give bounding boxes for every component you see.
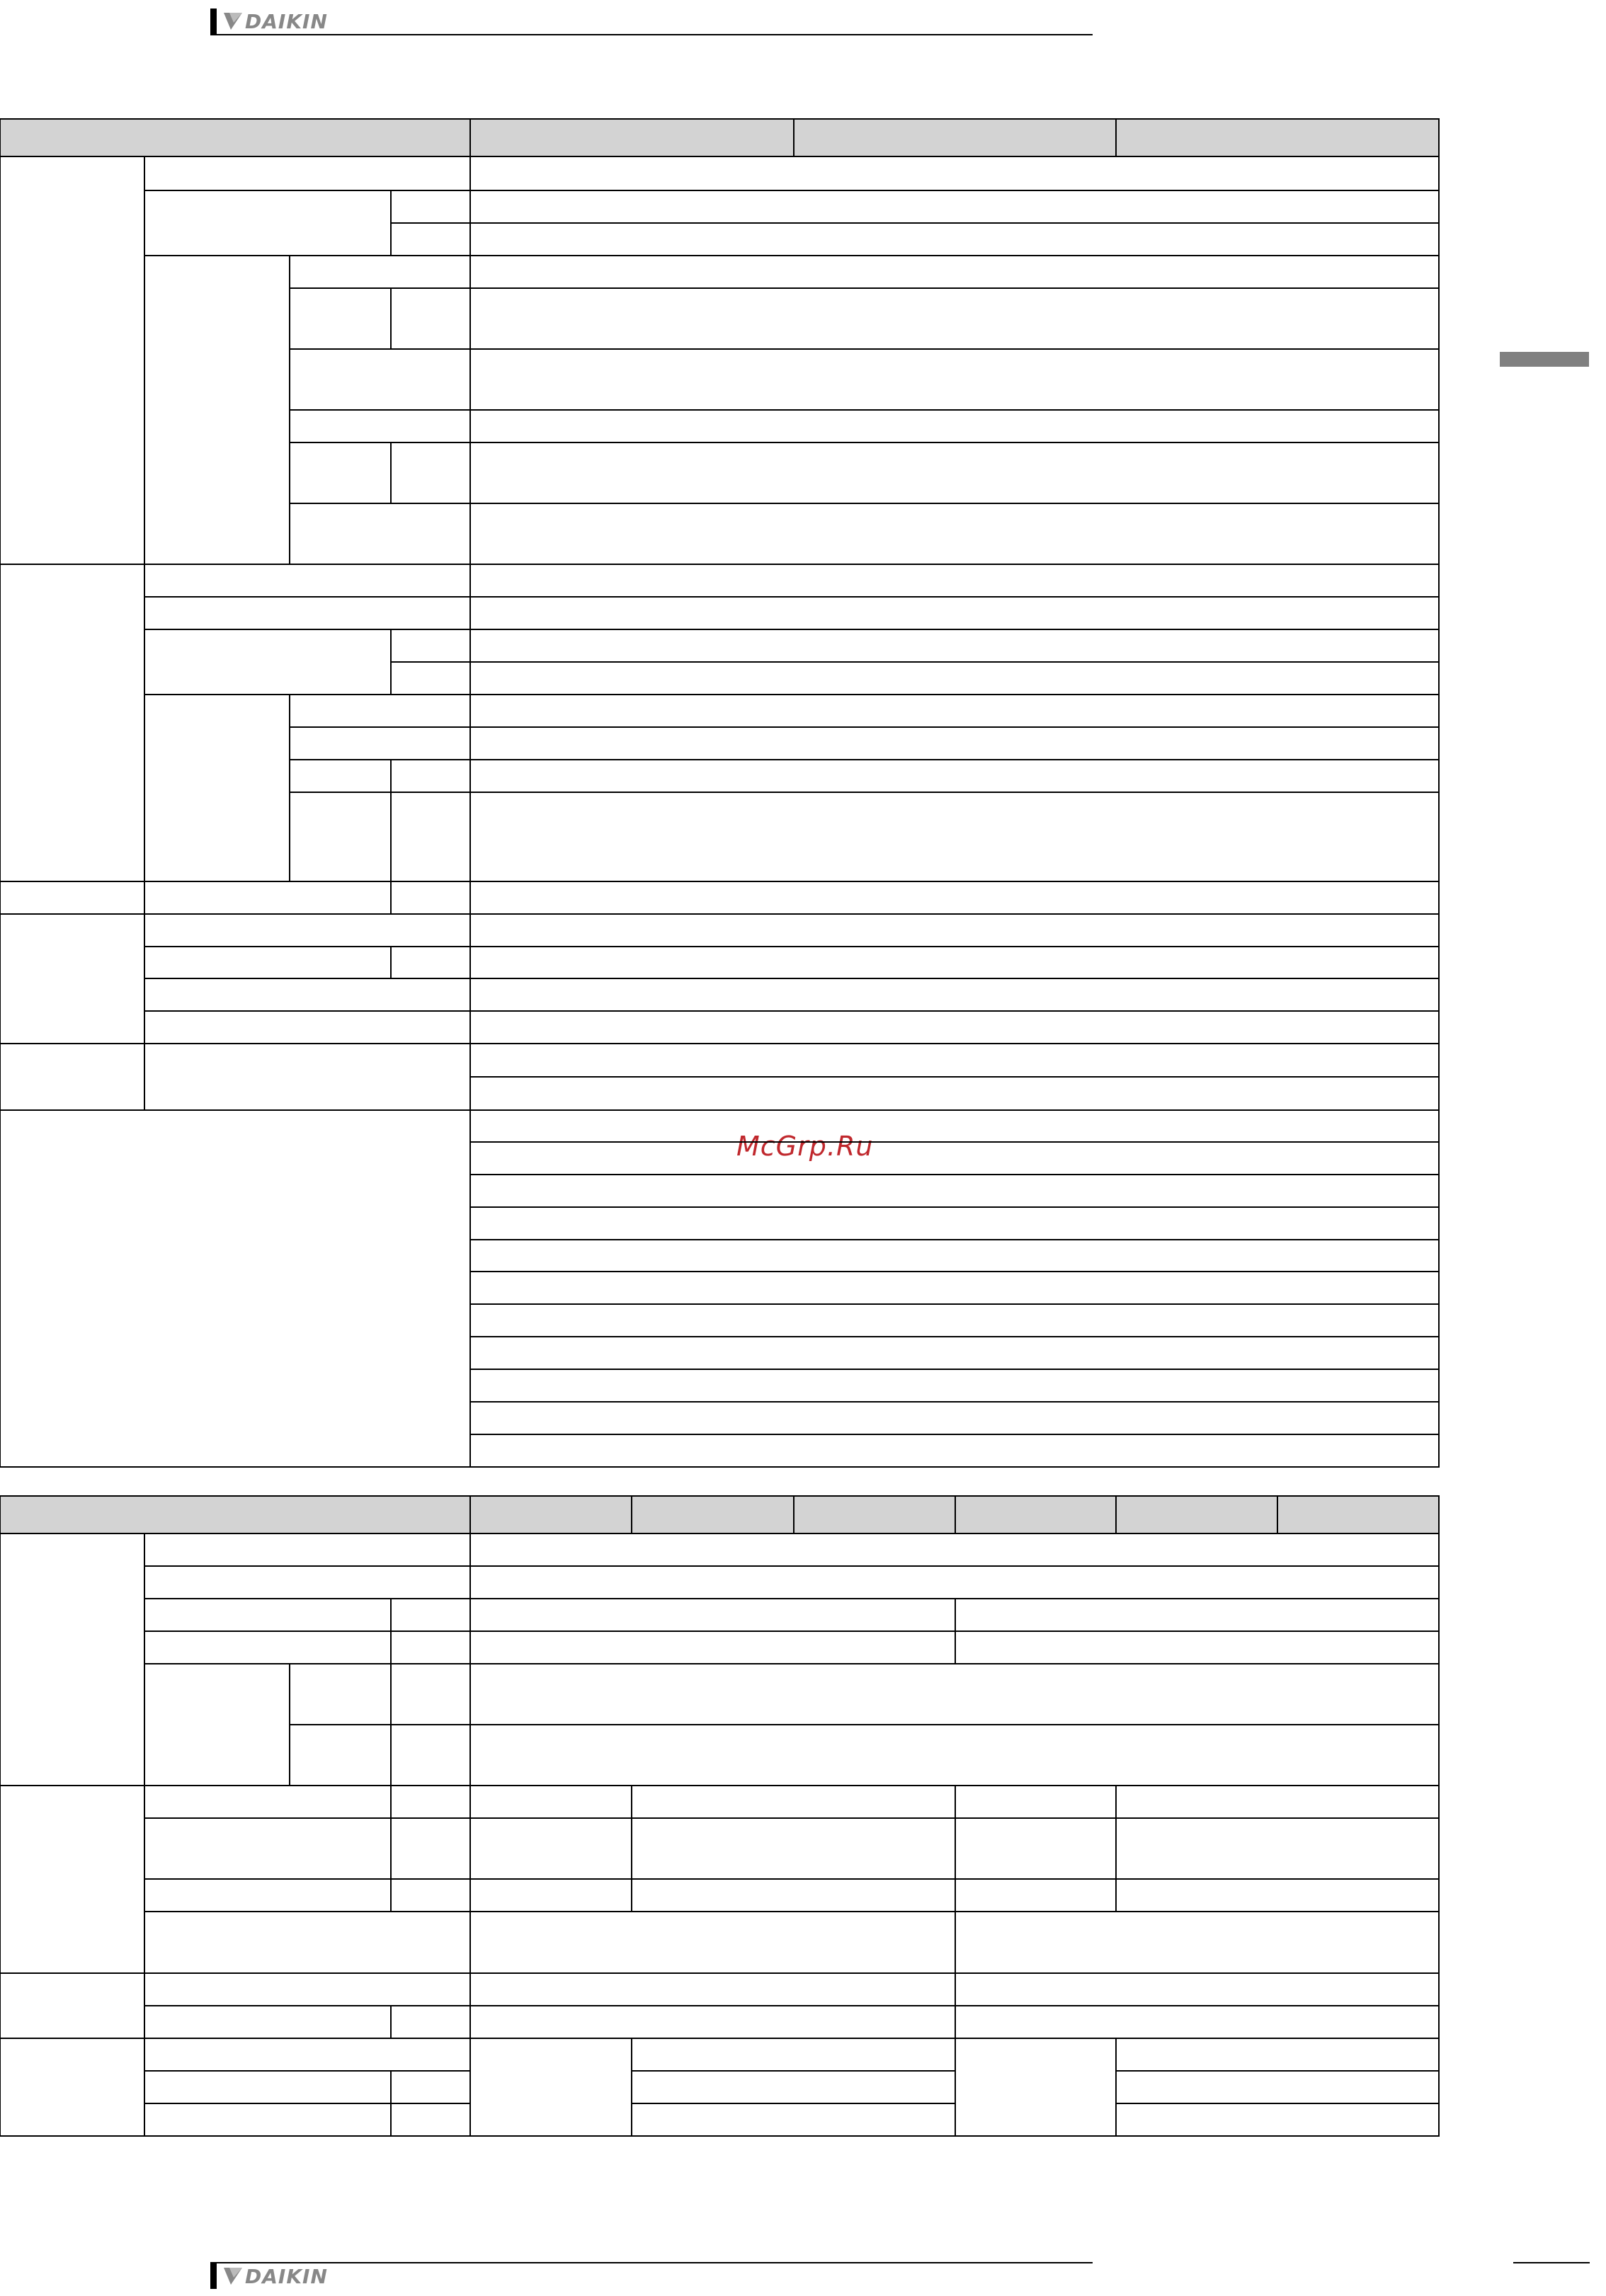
spec-table-2 — [0, 1496, 1439, 2136]
footer-page-rule — [1513, 2262, 1590, 2263]
footer-logo — [210, 2263, 366, 2289]
spec-table-1 — [0, 119, 1439, 1467]
logo-bar — [210, 2263, 217, 2289]
watermark: McGrp.Ru — [736, 1131, 874, 1162]
brand-name: DAIKIN — [245, 2264, 328, 2288]
daikin-mark-icon — [222, 2266, 244, 2286]
table-1-header — [0, 119, 1439, 156]
brand-name: DAIKIN — [245, 9, 328, 33]
table-2-header — [0, 1496, 1439, 1533]
